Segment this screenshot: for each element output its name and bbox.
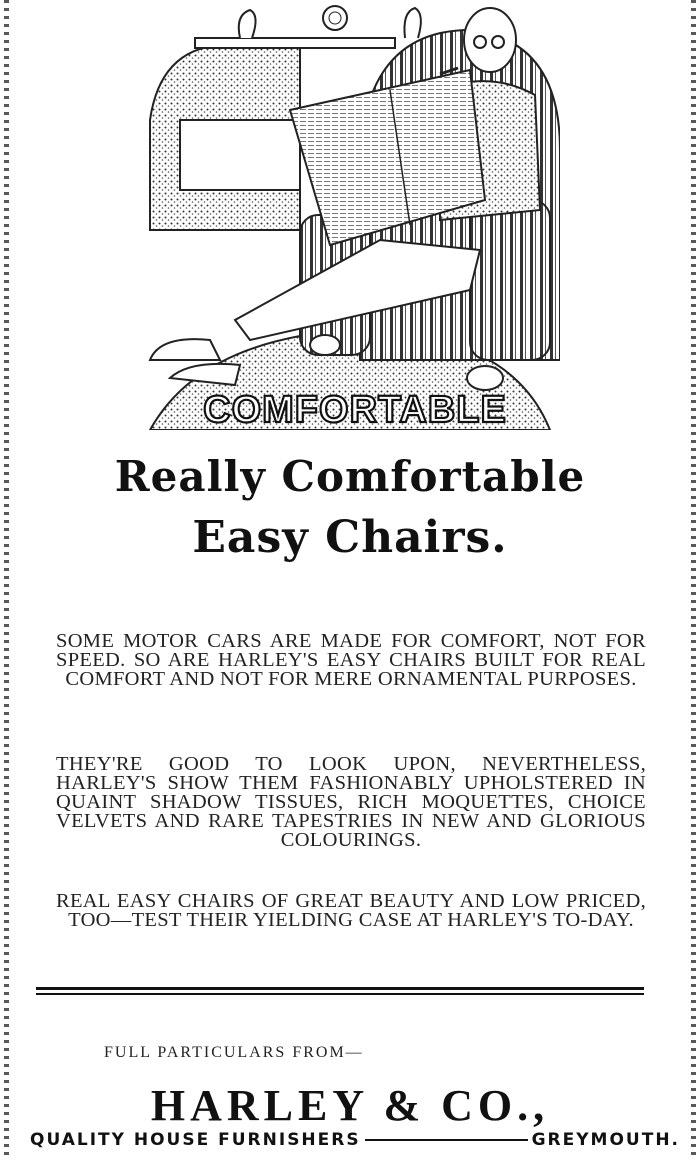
from-label: FULL PARTICULARS FROM— [104,1044,364,1061]
headline-line-1: Really Comfortable [114,452,586,501]
divider-rule-bottom [36,993,644,995]
tagline-right: GREYMOUTH. [531,1130,680,1150]
tagline [30,1130,680,1150]
body-paragraph-1: SOME MOTOR CARS ARE MADE FOR COMFORT, NOT FOR SPEED. SO ARE HARLEY'S EASY CHAIRS BUILT FOR REAL COMFORT AND NOT FOR MERE ORNAMENTAL PURPOSES. [56,630,646,690]
company-name: HARLEY & CO., [150,1081,550,1130]
body-paragraph-3: REAL EASY CHAIRS OF GREAT BEAUTY AND LOW PRICED, TOO—TEST THEIR YIELDING CASE AT HARLEY'S TO-DAY. [56,890,646,931]
tagline-dash [365,1139,528,1141]
body-paragraph-2: THEY'RE GOOD TO LOOK UPON, NEVERTHELESS, HARLEY'S SHOW THEM FASHIONABLY UPHOLSTERED IN QUAINT SHADOW TISSUES, RICH MOQUETTES, CHOICE VELVETS AND RARE TAPESTRIES IN NEW AND GLORIOUS COLOURINGS. [56,753,646,851]
divider-rule-top [36,987,644,990]
headline-line-2: Easy Chairs. [192,512,508,563]
tagline-left: QUALITY HOUSE FURNISHERS [30,1130,361,1150]
man-reading-newspaper-in-armchair-icon [140,0,560,430]
left-border-rule [4,0,9,1160]
right-border-rule [691,0,696,1160]
comfortable-banner: COMFORTABLE [203,389,507,430]
